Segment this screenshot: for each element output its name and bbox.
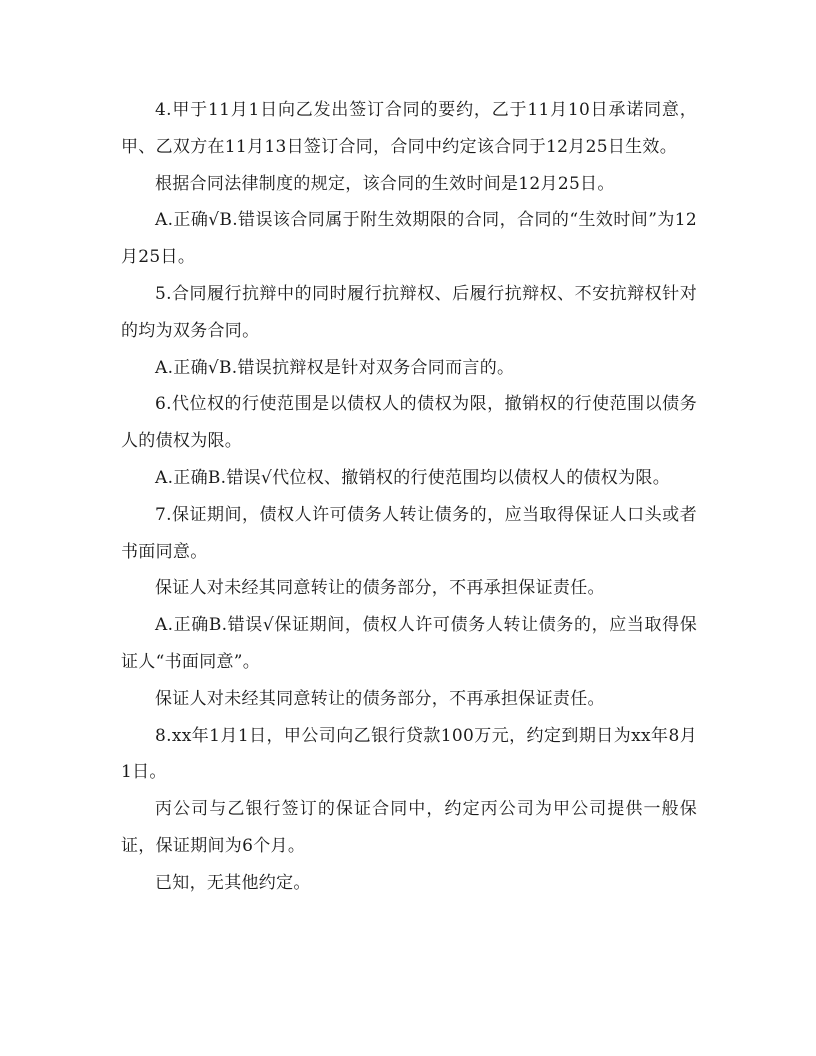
question-7-answer-note: 保证人对未经其同意转让的债务部分，不再承担保证责任。	[155, 688, 605, 709]
question-4-text: 4.甲于11月1日向乙发出签订合同的要约，乙于11月10日承诺同意，甲、乙双方在11月13日签订合同，合同中约定该合同于12月25日生效。	[121, 100, 697, 157]
question-7-text: 7.保证期间，债权人许可债务人转让债务的，应当取得保证人口头或者书面同意。	[121, 504, 697, 562]
question-5-answer: A.正确√B.错误抗辩权是针对双务合同而言的。	[155, 357, 515, 378]
question-4-answer: A.正确√B.错误该合同属于附生效期限的合同，合同的“生效时间”为12月25日。	[121, 210, 697, 268]
question-6-answer: A.正确B.错误√代位权、撤销权的行使范围均以债权人的债权为限。	[155, 467, 671, 488]
question-5-text: 5.合同履行抗辩中的同时履行抗辩权、后履行抗辩权、不安抗辩权针对的均为双务合同。	[121, 283, 697, 341]
question-8-text: 8.xx年1月1日，甲公司向乙银行贷款100万元，约定到期日为xx年8月1日。	[121, 725, 697, 783]
question-8-note: 已知，无其他约定。	[155, 872, 311, 893]
question-7-statement: 保证人对未经其同意转让的债务部分，不再承担保证责任。	[155, 578, 605, 599]
question-4-statement: 根据合同法律制度的规定，该合同的生效时间是12月25日。	[155, 173, 615, 194]
question-8-statement: 丙公司与乙银行签订的保证合同中，约定丙公司为甲公司提供一般保证，保证期间为6个月。	[121, 799, 697, 856]
question-7-answer: A.正确B.错误√保证期间，债权人许可债务人转让债务的，应当取得保证人“书面同意”。	[121, 615, 697, 672]
question-6-text: 6.代位权的行使范围是以债权人的债权为限，撤销权的行使范围以债务人的债权为限。	[121, 394, 697, 452]
document-body	[121, 92, 697, 902]
